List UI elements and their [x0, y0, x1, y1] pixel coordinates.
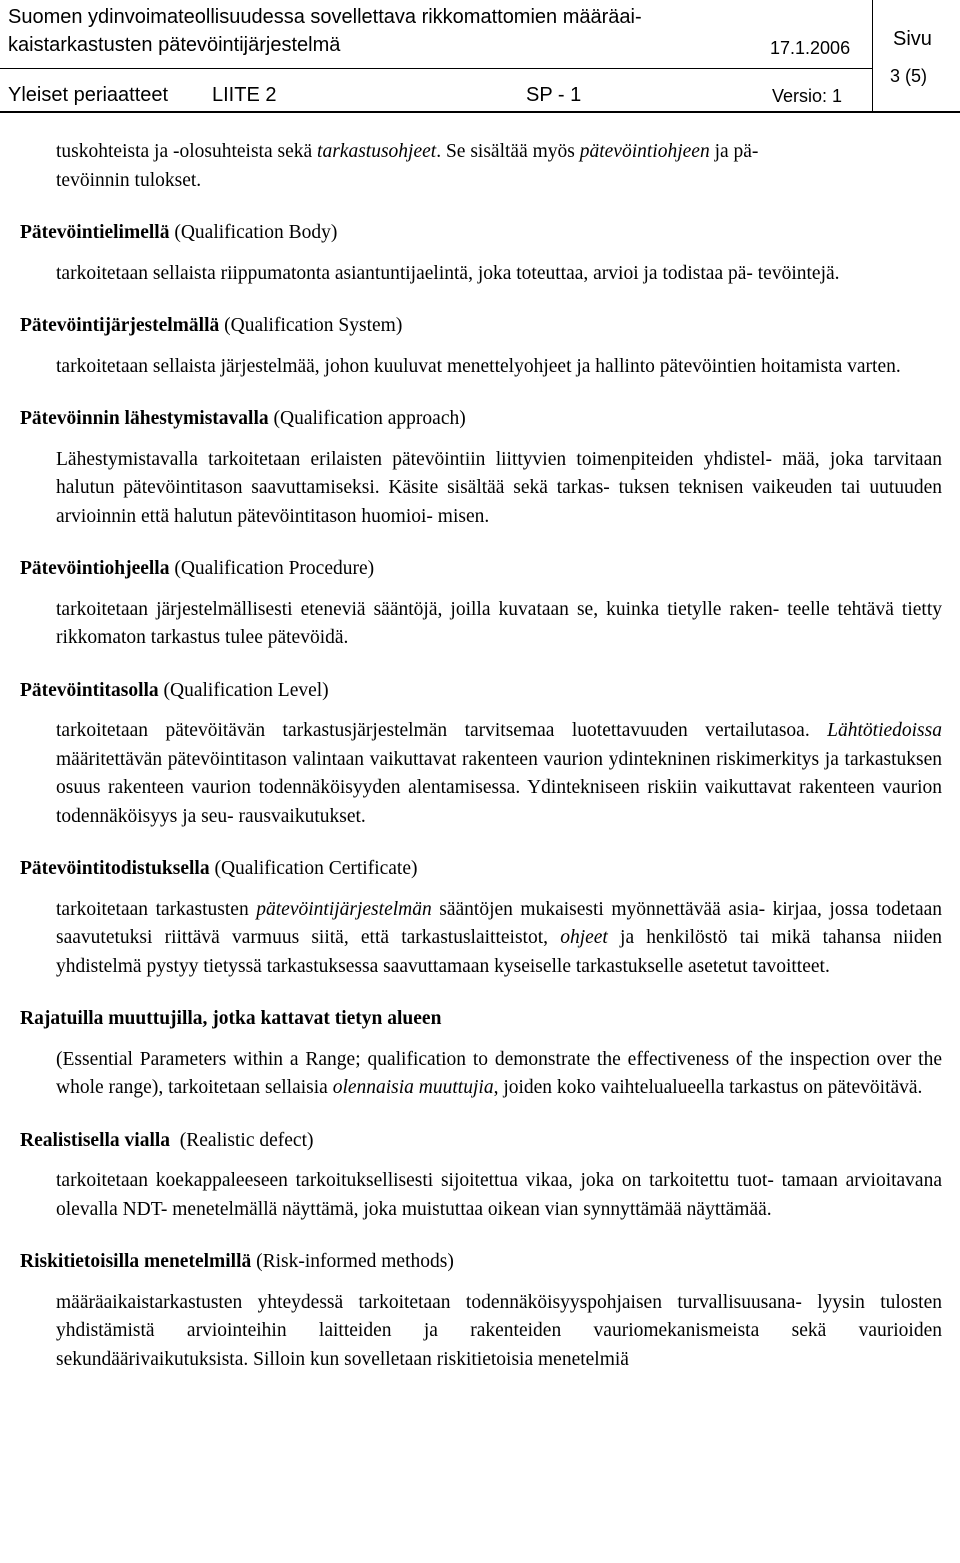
page-number: 3 (5): [890, 66, 928, 86]
definition-qualification-approach: Lähestymistavalla tarkoitetaan erilaisten pätevöintiin liittyvien toimenpiteiden yhdistel- mää, joka tarvitaan halutun pätevöintitason saavuttamiseksi. Käsite sisältää sekä tarkas- tuksen teknisen vaikeuden tai uutuuden arvioinnin että halutun pätevöintitason huomioi- misen.: [56, 448, 942, 527]
header-divider-bottom: [0, 111, 960, 113]
term-qualification-level: Pätevöintitasolla (Qualification Level): [20, 679, 329, 701]
document-title-line1: Suomen ydinvoimateollisuudessa sovellettava rikkomattomien määräai-: [8, 6, 642, 28]
header-vertical-divider: [872, 0, 873, 112]
document-code: SP - 1: [526, 84, 582, 106]
header-divider-middle: [0, 68, 872, 69]
definition-realistic-defect: tarkoitetaan koekappaleeseen tarkoituksellisesti sijoitettua vikaa, joka on tarkoitettu tuot- tamaan arvioitavana olevalla NDT- menetelmällä näyttämä, joka muistuttaa oikean vian synnyttämää näyttämää.: [56, 1170, 942, 1220]
term-qualification-body: Pätevöintielimellä (Qualification Body): [20, 222, 338, 243]
document-title-line2: kaistarkastusten pätevöintijärjestelmä: [8, 34, 341, 56]
page-label: Sivu: [893, 28, 932, 50]
document-body: [20, 138, 942, 1374]
term-qualification-certificate: Pätevöintitodistuksella (Qualification Certificate): [20, 858, 418, 879]
definition-qualification-body: tarkoitetaan sellaista riippumatonta asiantuntijaelintä, joka toteuttaa, arvioi ja todistaa pä- tevöintejä.: [56, 262, 840, 284]
version-label: Versio: 1: [772, 86, 843, 106]
appendix-label: LIITE 2: [212, 84, 277, 106]
document-header: [0, 0, 960, 113]
definition-risk-informed-methods: määräaikaistarkastusten yhteydessä tarkoitetaan todennäköisyyspohjaisen turvallisuusana- lyysin tulosten yhdistämistä arviointeihin laitteiden ja rakenteiden vauriomekanismeista sekä vaurioiden sekundäärivaikutuksista. Silloin kun sovelletaan riskitietoisia menetelmiä: [56, 1291, 942, 1370]
term-qualification-system: Pätevöintijärjestelmällä (Qualification System): [20, 315, 403, 336]
definition-essential-parameters: (Essential Parameters within a Range; qualification to demonstrate the effectiveness of the inspection over the whole range), tarkoitetaan sellaisia olennaisia muuttujia, joiden koko vaihtelualueella tarkastus on pätevöitävä.: [56, 1048, 942, 1098]
term-qualification-approach: Pätevöinnin lähestymistavalla (Qualification approach): [20, 408, 466, 429]
term-risk-informed-methods: Riskitietoisilla menetelmillä (Risk-informed methods): [20, 1251, 454, 1272]
intro-paragraph: tuskohteista ja -olosuhteista sekä tarkastusohjeet. Se sisältää myös pätevöintiohjeen ja pä- tevöinnin tulokset.: [56, 141, 759, 191]
section-name: Yleiset periaatteet: [8, 84, 169, 106]
definition-qualification-system: tarkoitetaan sellaista järjestelmää, johon kuuluvat menettelyohjeet ja hallinto pätevöintien hoitamista varten.: [56, 355, 901, 377]
definition-qualification-procedure: tarkoitetaan järjestelmällisesti eteneviä sääntöjä, joilla kuvataan se, kuinka tietylle raken- teelle tehtävä tietty rikkomaton tarkastus tulee pätevöidä.: [56, 598, 942, 648]
term-essential-parameters: Rajatuilla muuttujilla, jotka kattavat tietyn alueen: [20, 1008, 442, 1029]
document-date: 17.1.2006: [770, 38, 851, 58]
term-realistic-defect: Realistisella vialla (Realistic defect): [20, 1129, 314, 1151]
definition-qualification-level: tarkoitetaan pätevöitävän tarkastusjärjestelmän tarvitsemaa luotettavuuden vertailutasoa. Lähtötiedoissa määritettävän pätevöintitason valintaan vaikuttavat rakenteen vaurion ydintekninen riskimerkitys ja tarkastuksen osuus rakenteen vaurion todennäköisyyden alentamisessa. Ydintekniseen riskiin vaikuttavat rakenteen vaurion todennäköisyys ja seu- rausvaikutukset.: [56, 720, 942, 827]
definition-qualification-certificate: tarkoitetaan tarkastusten pätevöintijärjestelmän sääntöjen mukaisesti myönnettävää asia- kirjaa, jossa todetaan saavutetuksi riittävä varmuus siitä, että tarkastuslaitteistot, ohjeet ja henkilöstö tai mikä tahansa niiden yhdistelmä pystyy tietyssä tarkastuksessa saavuttamaan kyseiselle tarkastukselle asetetut tavoitteet.: [56, 898, 943, 977]
term-qualification-procedure: Pätevöintiohjeella (Qualification Procedure): [20, 558, 375, 579]
